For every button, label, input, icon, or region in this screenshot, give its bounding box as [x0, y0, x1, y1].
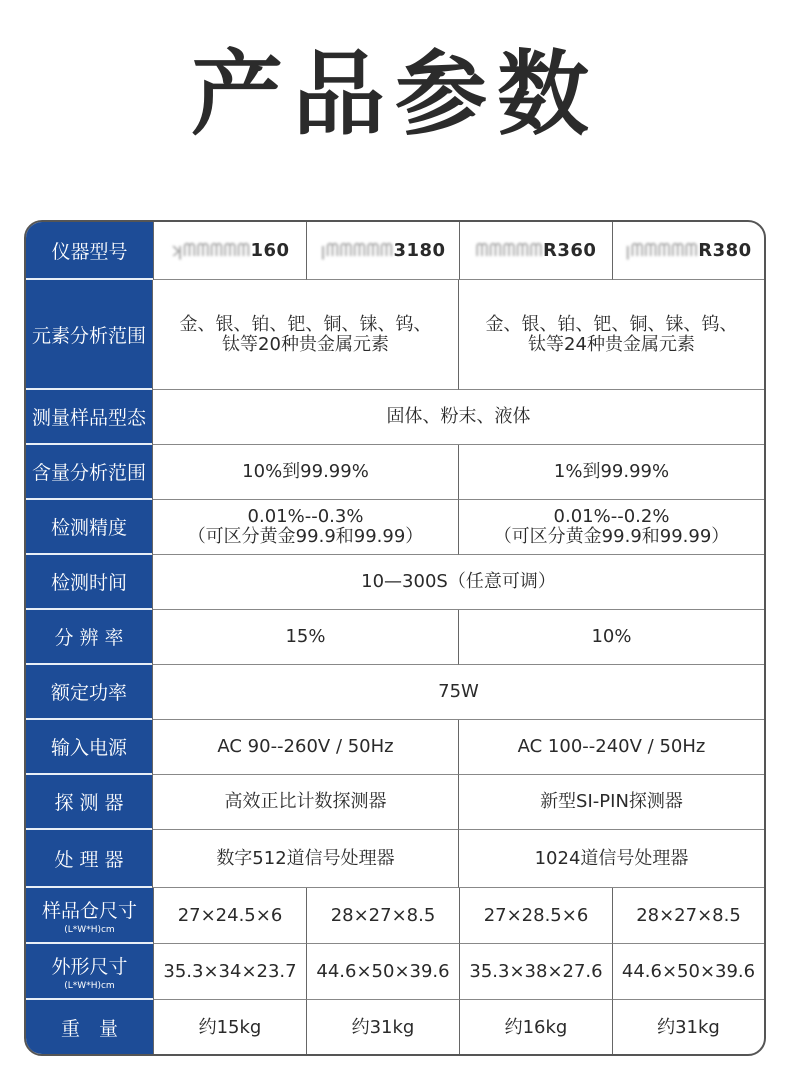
row-label: 元素分析范围	[26, 280, 152, 390]
blurred-text: ʞᗰᗰᗰᗰᗰ	[170, 239, 251, 261]
row-label: 仪器型号	[26, 222, 153, 280]
label-unit: (L*W*H)cm	[64, 980, 115, 991]
weight-cell-3: 约16kg	[459, 1000, 612, 1056]
cell-line: 钛等24种贵金属元素	[528, 333, 695, 355]
cell-line: （可区分黄金99.9和99.99）	[187, 526, 424, 547]
detect-time-cell: 10—300S（任意可调）	[152, 555, 764, 610]
blurred-text: ᗰᗰᗰᗰᗰ	[475, 239, 544, 261]
spec-table	[24, 220, 766, 1056]
dimension-cell-2: 44.6×50×39.6	[306, 944, 459, 1000]
row-model	[26, 222, 764, 280]
processor-cell-2: 1024道信号处理器	[458, 830, 764, 888]
label-text: 样品仓尺寸	[41, 899, 137, 922]
row-label: 探 测 器	[26, 775, 152, 830]
chamber-cell-3: 27×28.5×6	[459, 888, 612, 944]
row-resolution	[26, 610, 764, 665]
elements-cell-2	[458, 280, 764, 390]
model-cell-3	[459, 222, 612, 280]
detector-cell-2: 新型SI-PIN探测器	[458, 775, 764, 830]
blurred-text: ꞁᗰᗰᗰᗰᗰ	[320, 239, 394, 261]
row-label: 分 辨 率	[26, 610, 152, 665]
row-label: 检测时间	[26, 555, 152, 610]
row-label: 检测精度	[26, 500, 152, 555]
precision-cell-1	[152, 500, 458, 555]
content-range-cell-1: 10%到99.99%	[152, 445, 458, 500]
power-cell: 75W	[152, 665, 764, 720]
row-content-range	[26, 445, 764, 500]
page-title: 产品参数	[190, 41, 599, 148]
label-text: 外形尺寸	[51, 955, 128, 978]
cell-line: 0.01%--0.3%	[247, 506, 364, 527]
row-input-power	[26, 720, 764, 775]
row-label: 测量样品型态	[26, 390, 152, 445]
model-cell-4	[612, 222, 764, 280]
cell-line: （可区分黄金99.9和99.99）	[493, 526, 730, 547]
resolution-cell-1: 15%	[152, 610, 458, 665]
model-suffix: 3180	[393, 239, 446, 261]
dimension-cell-4: 44.6×50×39.6	[612, 944, 764, 1000]
row-detector	[26, 775, 764, 830]
cell-line: 金、银、铂、钯、铜、铼、钨、	[179, 313, 432, 335]
content-range-cell-2: 1%到99.99%	[458, 445, 764, 500]
row-processor	[26, 830, 764, 888]
model-cell-1	[153, 222, 306, 280]
row-label	[26, 888, 153, 944]
detector-cell-1: 高效正比计数探测器	[152, 775, 458, 830]
chamber-cell-1: 27×24.5×6	[153, 888, 306, 944]
row-detect-time	[26, 555, 764, 610]
row-power	[26, 665, 764, 720]
weight-cell-1: 约15kg	[153, 1000, 306, 1056]
row-label: 重 量	[26, 1000, 153, 1056]
chamber-cell-4: 28×27×8.5	[612, 888, 764, 944]
row-label: 额定功率	[26, 665, 152, 720]
input-power-cell-1: AC 90--260V / 50Hz	[152, 720, 458, 775]
weight-cell-4: 约31kg	[612, 1000, 764, 1056]
model-suffix: 160	[250, 239, 290, 261]
model-cell-2	[306, 222, 459, 280]
row-label	[26, 944, 153, 1000]
cell-line: 0.01%--0.2%	[553, 506, 670, 527]
row-label: 含量分析范围	[26, 445, 152, 500]
cell-line: 金、银、铂、钯、铜、铼、钨、	[485, 313, 738, 335]
model-suffix: R380	[698, 239, 752, 261]
row-sample-state	[26, 390, 764, 445]
elements-cell-1	[152, 280, 458, 390]
sample-state-cell: 固体、粉末、液体	[152, 390, 764, 445]
precision-cell-2	[458, 500, 764, 555]
row-dimensions	[26, 944, 764, 1000]
processor-cell-1: 数字512道信号处理器	[152, 830, 458, 888]
resolution-cell-2: 10%	[458, 610, 764, 665]
row-label: 输入电源	[26, 720, 152, 775]
row-chamber-size	[26, 888, 764, 944]
chamber-cell-2: 28×27×8.5	[306, 888, 459, 944]
row-precision	[26, 500, 764, 555]
cell-line: 钛等20种贵金属元素	[222, 333, 389, 355]
weight-cell-2: 约31kg	[306, 1000, 459, 1056]
dimension-cell-1: 35.3×34×23.7	[153, 944, 306, 1000]
row-elements	[26, 280, 764, 390]
dimension-cell-3: 35.3×38×27.6	[459, 944, 612, 1000]
row-label: 处 理 器	[26, 830, 152, 888]
model-suffix: R360	[543, 239, 597, 261]
label-unit: (L*W*H)cm	[64, 924, 115, 935]
input-power-cell-2: AC 100--240V / 50Hz	[458, 720, 764, 775]
blurred-text: ꞁᗰᗰᗰᗰᗰ	[625, 239, 699, 261]
row-weight	[26, 1000, 764, 1056]
